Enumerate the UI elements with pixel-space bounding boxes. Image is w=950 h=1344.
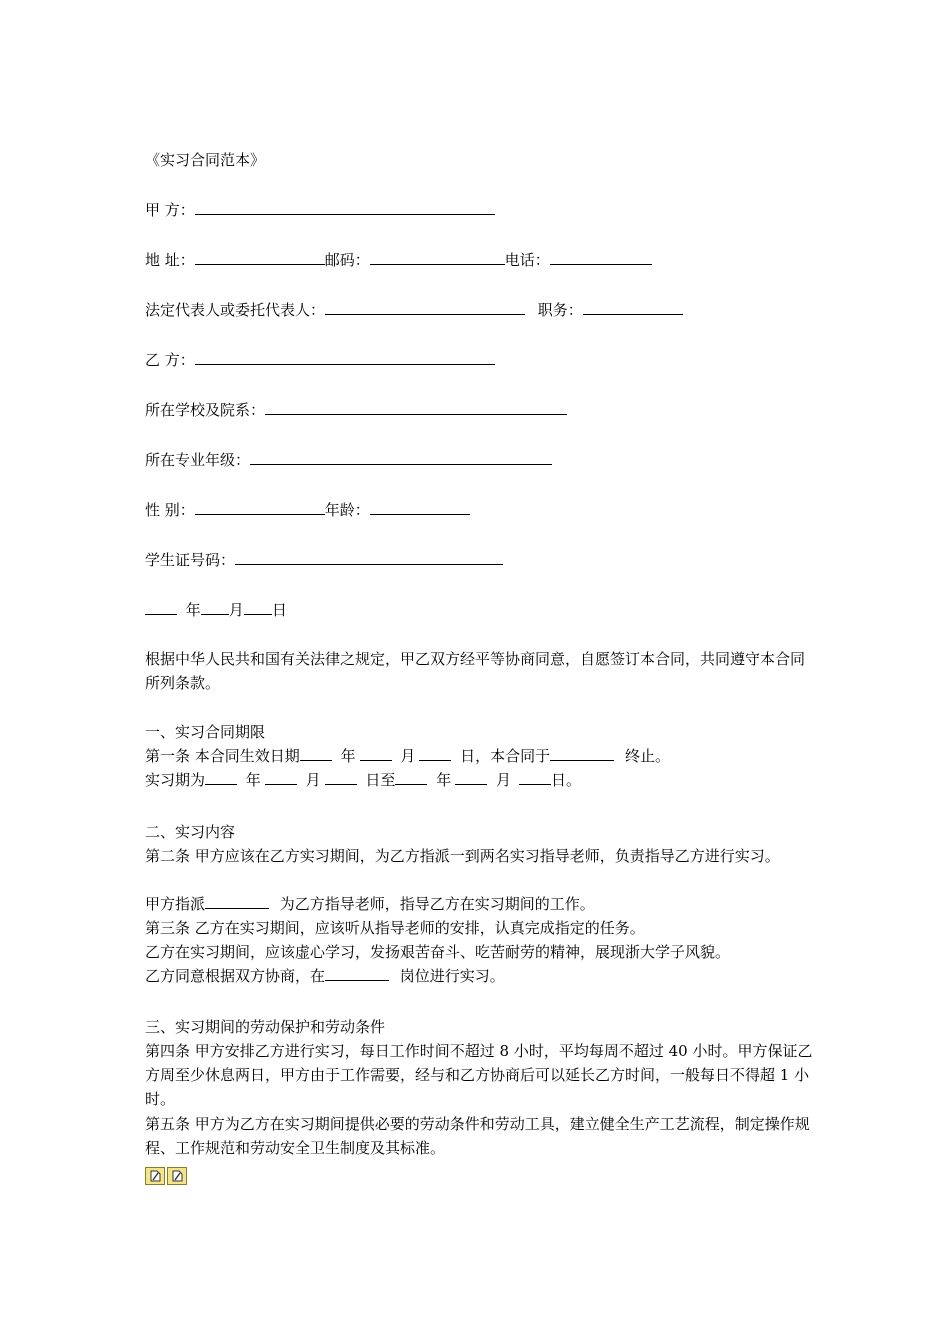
document-icon[interactable] [145, 1167, 165, 1185]
phone-blank[interactable] [550, 250, 652, 265]
preamble-paragraph: 根据中华人民共和国有关法律之规定，甲乙双方经平等协商同意，自愿签订本合同，共同遵守本合同所列条款。 [145, 650, 806, 692]
date-month-label: 月 [228, 601, 244, 619]
school-line [145, 398, 815, 422]
period-start-year-blank[interactable] [205, 770, 237, 785]
period-text-f: 月 [495, 771, 511, 789]
period-text-g: 日。 [551, 771, 582, 789]
date-month-blank[interactable] [201, 600, 229, 615]
party-b-label: 乙 方： [145, 351, 195, 369]
gender-line [145, 498, 815, 522]
document-title: 《实习合同范本》 [145, 151, 266, 169]
age-label: 年龄： [324, 501, 370, 519]
date-year-blank[interactable] [145, 600, 177, 615]
representative-label: 法定代表人或委托代表人： [145, 301, 326, 319]
article-1-text-e: 终止。 [624, 747, 670, 765]
start-month-blank[interactable] [360, 746, 392, 761]
date-year-label: 年 [185, 601, 201, 619]
major-line [145, 448, 815, 472]
article-1-text-b: 年 [340, 747, 356, 765]
article-1-text-a: 第一条 本合同生效日期 [145, 747, 300, 765]
section-1-heading: 一、实习合同期限 [145, 723, 266, 741]
major-label: 所在专业年级： [145, 451, 251, 469]
date-day-blank[interactable] [244, 600, 272, 615]
assign-teacher-line [145, 892, 815, 916]
date-line [145, 598, 815, 622]
period-end-month-blank[interactable] [455, 770, 487, 785]
address-label: 地 址： [145, 251, 195, 269]
period-text-c: 月 [305, 771, 321, 789]
section-3-heading: 三、实习期间的劳动保护和劳动条件 [145, 1018, 386, 1036]
section-2-heading: 二、实习内容 [145, 823, 236, 841]
article-1-text-d: 日，本合同于 [460, 747, 551, 765]
major-blank[interactable] [250, 450, 552, 465]
document-icon-glyph [148, 1169, 162, 1183]
party-b-blank[interactable] [195, 350, 495, 365]
period-start-month-blank[interactable] [265, 770, 297, 785]
school-label: 所在学校及院系： [145, 401, 266, 419]
article-1 [145, 744, 815, 768]
student-id-line [145, 548, 815, 572]
job-position-blank[interactable] [325, 966, 389, 981]
study-attitude-line: 乙方在实习期间，应该虚心学习，发扬艰苦奋斗、吃苦耐劳的精神，展现浙大学子风貌。 [145, 943, 731, 961]
representative-line [145, 298, 815, 322]
gender-label: 性 别： [145, 501, 195, 519]
agree-position-line [145, 964, 815, 988]
article-3: 第三条 乙方在实习期间，应该听从指导老师的安排，认真完成指定的任务。 [145, 919, 645, 937]
party-a-blank[interactable] [195, 200, 495, 215]
position-blank[interactable] [583, 300, 683, 315]
period-end-year-blank[interactable] [395, 770, 427, 785]
student-id-blank[interactable] [235, 550, 503, 565]
period-start-day-blank[interactable] [325, 770, 357, 785]
agree-text-a: 乙方同意根据双方协商，在 [145, 967, 326, 985]
article-5: 第五条 甲方为乙方在实习期间提供必要的劳动条件和劳动工具，建立健全生产工艺流程，制定操作规程、工作规范和劳动安全卫生制度及其标准。 [145, 1115, 810, 1157]
assign-text-b: 为乙方指导老师，指导乙方在实习期间的工作。 [279, 895, 595, 913]
address-blank[interactable] [195, 250, 325, 265]
article-1-text-c: 月 [400, 747, 416, 765]
school-blank[interactable] [265, 400, 567, 415]
party-a-line [145, 198, 815, 222]
internship-period-line [145, 768, 815, 792]
period-text-d: 日至 [365, 771, 396, 789]
student-id-label: 学生证号码： [145, 551, 236, 569]
postcode-label: 邮码： [324, 251, 370, 269]
period-end-day-blank[interactable] [519, 770, 551, 785]
address-line [145, 248, 815, 272]
party-a-label: 甲 方： [145, 201, 195, 219]
party-b-line [145, 348, 815, 372]
phone-label: 电话： [504, 251, 550, 269]
date-day-label: 日 [271, 601, 287, 619]
article-2: 第二条 甲方应该在乙方实习期间，为乙方指派一到两名实习指导老师，负责指导乙方进行实习。 [145, 847, 780, 865]
assign-text-a: 甲方指派 [145, 895, 206, 913]
document-icon[interactable] [167, 1167, 187, 1185]
agree-text-b: 岗位进行实习。 [399, 967, 505, 985]
representative-blank[interactable] [325, 300, 525, 315]
teacher-name-blank[interactable] [205, 894, 269, 909]
article-4: 第四条 甲方安排乙方进行实习，每日工作时间不超过 8 小时，平均每周不超过 40 小时。甲方保证乙方周至少休息两日，甲方由于工作需要，经与和乙方协商后可以延长乙方时间，一般每日不得超 1 小时。 [145, 1042, 813, 1108]
period-text-e: 年 [436, 771, 452, 789]
position-label: 职务： [537, 301, 583, 319]
period-text-b: 年 [245, 771, 261, 789]
document-icon-glyph [170, 1169, 184, 1183]
postcode-blank[interactable] [370, 250, 505, 265]
age-blank[interactable] [370, 500, 470, 515]
end-date-blank[interactable] [550, 746, 614, 761]
attachment-icons [145, 1167, 187, 1185]
period-text-a: 实习期为 [145, 771, 206, 789]
start-day-blank[interactable] [419, 746, 451, 761]
gender-blank[interactable] [195, 500, 325, 515]
start-year-blank[interactable] [300, 746, 332, 761]
